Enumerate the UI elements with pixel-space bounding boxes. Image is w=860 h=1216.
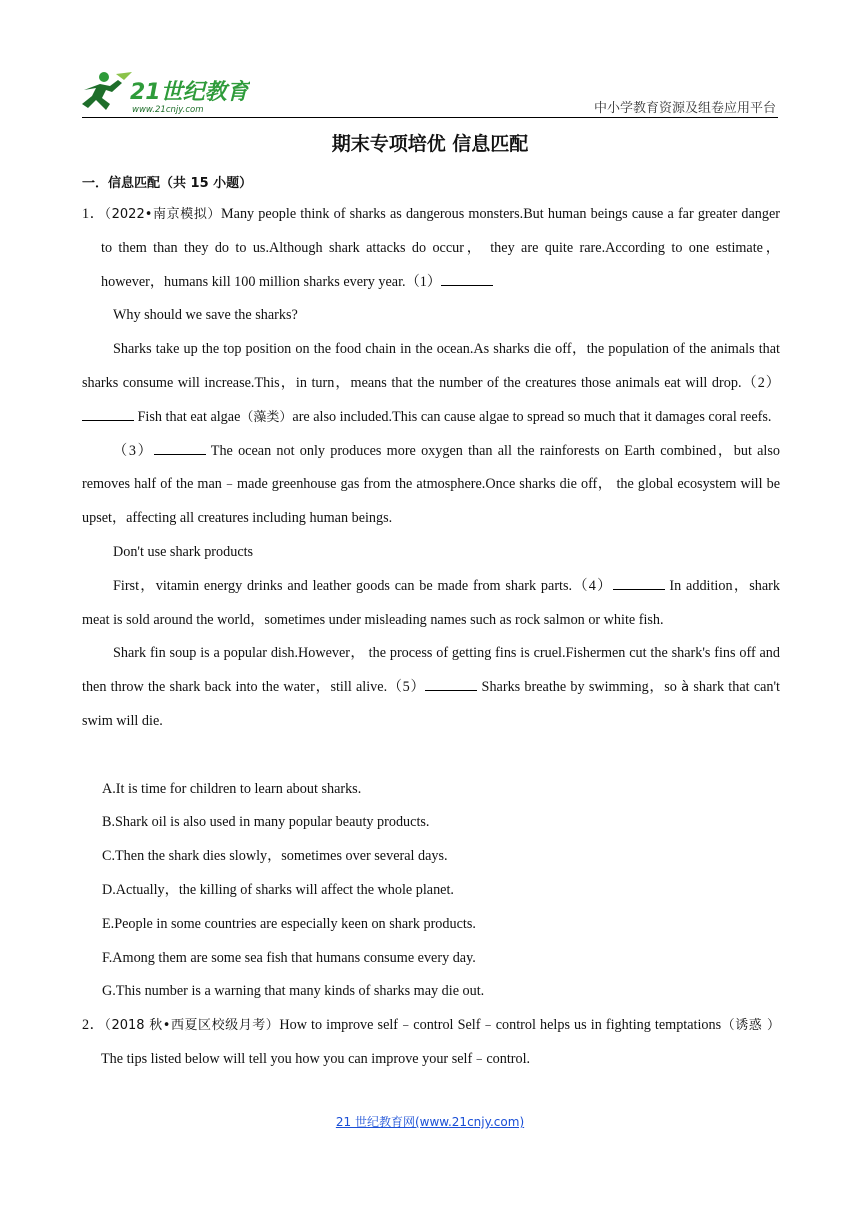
header-divider <box>82 117 778 118</box>
section-heading: 一．信息匹配（共 15 小题） <box>82 176 253 191</box>
page-title: 期末专项培优 信息匹配 <box>331 133 529 155</box>
option-c: C.Then the shark dies slowly，sometimes over several days. <box>102 848 448 865</box>
option-d: D.Actually，the killing of sharks will affect the whole planet. <box>102 881 454 898</box>
logo-url: www.21cnjy.com <box>132 105 204 115</box>
q2-intro: 2．（2018 秋•西夏区校级月考）How to improve self﹣control Self﹣control helps us in fighting temptations（诱惑 ）The tips listed below will tell you how you can improve your self﹣control. <box>82 1017 780 1067</box>
blank-5[interactable] <box>425 678 477 691</box>
option-e: E.People in some countries are especially keen on shark products. <box>102 915 476 932</box>
brand-logo <box>80 68 250 116</box>
option-g: G.This number is a warning that many kinds of sharks may die out. <box>102 983 485 1000</box>
question-body <box>82 198 780 1077</box>
blank-4[interactable] <box>613 577 665 590</box>
q1-paragraph-4: First，vitamin energy drinks and leather goods can be made from shark parts.（4） In addition，shark meat is sold around the world，sometimes under misleading names such as rock salmon or white fish. <box>82 577 781 628</box>
option-a: A.It is time for children to learn about sharks. <box>102 780 362 797</box>
blank-2[interactable] <box>82 408 134 421</box>
q1-paragraph-5: Shark fin soup is a popular dish.However， the process of getting fins is cruel.Fishermen cut the shark's fins off and then throw the shark back into the water，still alive.（5） Sharks breathe by swimming，so à shark that can't swim will die. <box>82 645 780 729</box>
q1-heading-2: Don't use shark products <box>113 543 254 560</box>
footer-link[interactable]: 21 世纪教育网(www.21cnjy.com) <box>335 1115 525 1129</box>
blank-1[interactable] <box>441 273 493 286</box>
header-platform-text: 中小学教育资源及组卷应用平台 <box>593 101 776 116</box>
q1-paragraph-3: （3） The ocean not only produces more oxygen than all the rainforests on Earth combined，but also removes half of the man﹣made greenhouse gas from the atmosphere.Once sharks die off， the global ecosystem will be upset，affecting all creatures including human beings. <box>82 442 780 527</box>
option-f: F.Among them are some sea fish that humans consume every day. <box>102 949 476 966</box>
option-b: B.Shark oil is also used in many popular beauty products. <box>102 814 430 831</box>
logo-text: 21世纪教育 <box>130 80 249 105</box>
spacer <box>82 739 780 773</box>
q1-intro: 1．（2022•南京模拟）Many people think of sharks as dangerous monsters.But human beings cause a far greater danger to them than they do to us.Although shark attacks do occur， they are quite rare.According to one estimate，however，humans kill 100 million sharks every year.（1） <box>82 206 780 290</box>
runner-icon <box>82 72 132 110</box>
q1-paragraph-2: Sharks take up the top position on the food chain in the ocean.As sharks die off，the population of the animals that sharks consume will increase.This，in turn，means that the number of the creatures those animals eat will drop.（2） Fish that eat algae（藻类）are also included.This can cause algae to spread so much that it damages coral reefs. <box>82 341 780 425</box>
blank-3[interactable] <box>154 442 206 455</box>
q1-heading-1: Why should we save the sharks? <box>113 307 298 324</box>
